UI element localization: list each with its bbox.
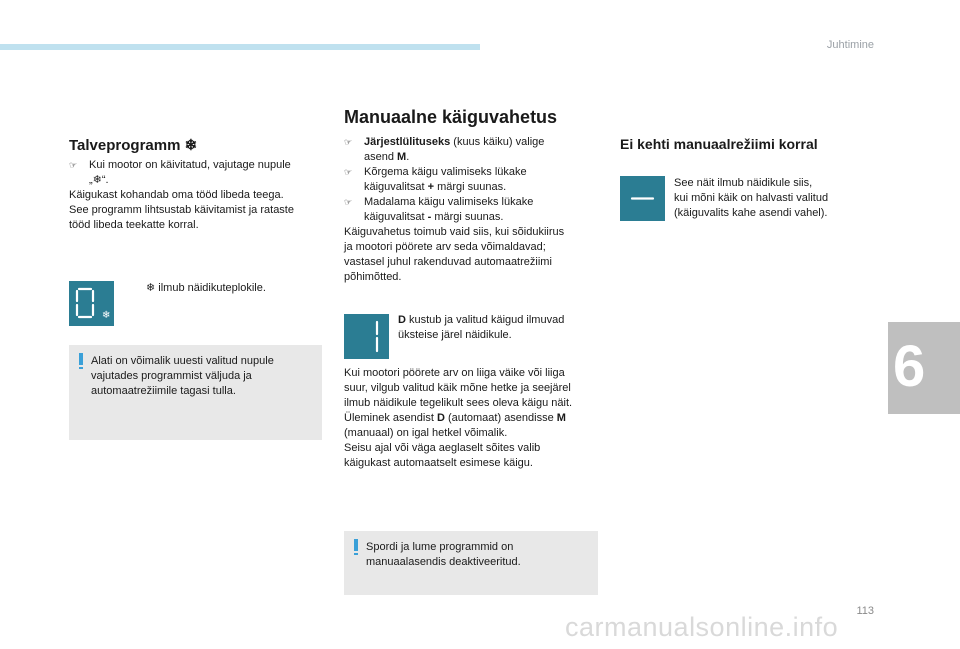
bold-term: M bbox=[397, 151, 407, 163]
bullet-text-2: „❄“. bbox=[89, 174, 109, 186]
bold-term: Järjestlülituseks bbox=[364, 136, 451, 148]
paragraph-line: Seisu ajal või väga aeglaselt sõites valib bbox=[344, 442, 541, 454]
bullet-item bbox=[69, 158, 319, 188]
svg-text:❄: ❄ bbox=[102, 310, 111, 321]
bullet-item bbox=[344, 195, 600, 225]
note-text bbox=[91, 354, 316, 399]
info-note-box bbox=[344, 531, 598, 595]
top-accent-bar bbox=[0, 44, 480, 50]
bold-term: - bbox=[427, 211, 432, 223]
paragraph-line: ja mootori pöörete arv seda võimaldavad; bbox=[344, 241, 546, 253]
bullet-text: (kuus käiku) valige bbox=[450, 136, 545, 148]
dash-display-icon bbox=[620, 176, 665, 221]
winter-program-heading: Talveprogramm ❄ bbox=[69, 137, 198, 154]
bullet-text: käiguvalitsat bbox=[364, 211, 428, 223]
note-line: Spordi ja lume programmid on bbox=[366, 541, 514, 553]
bullet-item bbox=[344, 165, 600, 195]
text-span: (automaat) asendisse bbox=[444, 412, 557, 424]
arrow-bullet-icon: ☞ bbox=[344, 137, 353, 147]
note-line: automaatrežiimile tagasi tulla. bbox=[91, 385, 236, 397]
bullet-text: märgi suunas. bbox=[431, 211, 504, 223]
paragraph-line: vastasel juhul rakenduvad automaatrežiimi bbox=[344, 256, 552, 268]
note-line: manuaalasendis deaktiveeritud. bbox=[366, 556, 521, 568]
bold-term: M bbox=[556, 412, 566, 424]
bullet-text: . bbox=[406, 151, 410, 163]
manual-shift-text bbox=[344, 135, 600, 285]
bullet-text: Madalama käigu valimiseks lükake bbox=[364, 196, 534, 208]
gear-one-display-icon bbox=[344, 314, 389, 359]
snow-mode-display-icon bbox=[69, 281, 114, 326]
paragraph-line: põhimõtted. bbox=[344, 271, 402, 283]
note-line: Alati on võimalik uuesti valitud nupule bbox=[91, 355, 274, 367]
caption-line: See näit ilmub näidikule siis, bbox=[674, 177, 813, 189]
info-icon bbox=[354, 539, 358, 551]
bullet-text: Kui mootor on käivitatud, vajutage nupule bbox=[89, 159, 291, 171]
dash-icon-caption bbox=[674, 176, 874, 221]
bold-term: D bbox=[436, 412, 445, 424]
rpm-paragraph bbox=[344, 366, 602, 471]
not-valid-heading: Ei kehti manuaalrežiimi korral bbox=[620, 136, 818, 152]
snow-icon-caption: ❄ ilmub näidikuteplokile. bbox=[146, 282, 266, 294]
info-icon-base bbox=[354, 553, 358, 555]
paragraph-line: käigukast automaatselt esimese käigu. bbox=[344, 457, 533, 469]
bullet-item bbox=[344, 135, 600, 165]
info-note-box bbox=[69, 345, 322, 440]
paragraph-line: suur, vilgub valitud käik mõne hetke ja seejärel bbox=[344, 382, 571, 394]
chapter-title: Juhtimine bbox=[826, 39, 874, 51]
bold-term: + bbox=[427, 181, 435, 193]
bold-term: D bbox=[398, 314, 406, 326]
text-span: Üleminek asendist bbox=[344, 412, 437, 424]
paragraph-line bbox=[344, 411, 602, 426]
caption-text: kustub ja valitud käigud ilmuvad bbox=[405, 314, 565, 326]
paragraph-line: Kui mootori pöörete arv on liiga väike või liiga bbox=[344, 367, 565, 379]
note-text bbox=[366, 540, 591, 570]
paragraph-line: See programm lihtsustab käivitamist ja rataste bbox=[69, 204, 294, 216]
info-icon-base bbox=[79, 367, 83, 369]
bullet-text: Kõrgema käigu valimiseks lükake bbox=[364, 166, 527, 178]
paragraph-line: Käigukast kohandab oma tööd libeda teega. bbox=[69, 189, 284, 201]
caption-line: (käiguvalits kahe asendi vahel). bbox=[674, 207, 828, 219]
note-line: vajutades programmist väljuda ja bbox=[91, 370, 252, 382]
winter-program-text bbox=[69, 158, 319, 233]
arrow-bullet-icon: ☞ bbox=[344, 197, 353, 207]
arrow-bullet-icon: ☞ bbox=[344, 167, 353, 177]
watermark: carmanualsonline.info bbox=[565, 612, 839, 642]
paragraph-line: (manuaal) on igal hetkel võimalik. bbox=[344, 427, 508, 439]
chapter-number: 6 bbox=[893, 334, 926, 399]
arrow-bullet-icon: ☞ bbox=[69, 160, 78, 170]
caption-text: üksteise järel näidikule. bbox=[398, 329, 512, 341]
info-icon bbox=[79, 353, 83, 365]
manual-shift-heading: Manuaalne käiguvahetus bbox=[344, 107, 558, 127]
paragraph-line: ilmub näidikule tegelikult sees oleva käigu näit. bbox=[344, 397, 573, 409]
caption-line: kui mõni käik on halvasti valitud bbox=[674, 192, 829, 204]
gear-icon-caption bbox=[398, 313, 598, 343]
bullet-text: märgi suunas. bbox=[434, 181, 507, 193]
bullet-text: käiguvalitsat bbox=[364, 181, 428, 193]
bullet-text: asend bbox=[364, 151, 398, 163]
paragraph-line: Käiguvahetus toimub vaid siis, kui sõidukiirus bbox=[344, 226, 565, 238]
page-number: 113 bbox=[856, 605, 874, 617]
paragraph-line: tööd libeda teekatte korral. bbox=[69, 219, 199, 231]
